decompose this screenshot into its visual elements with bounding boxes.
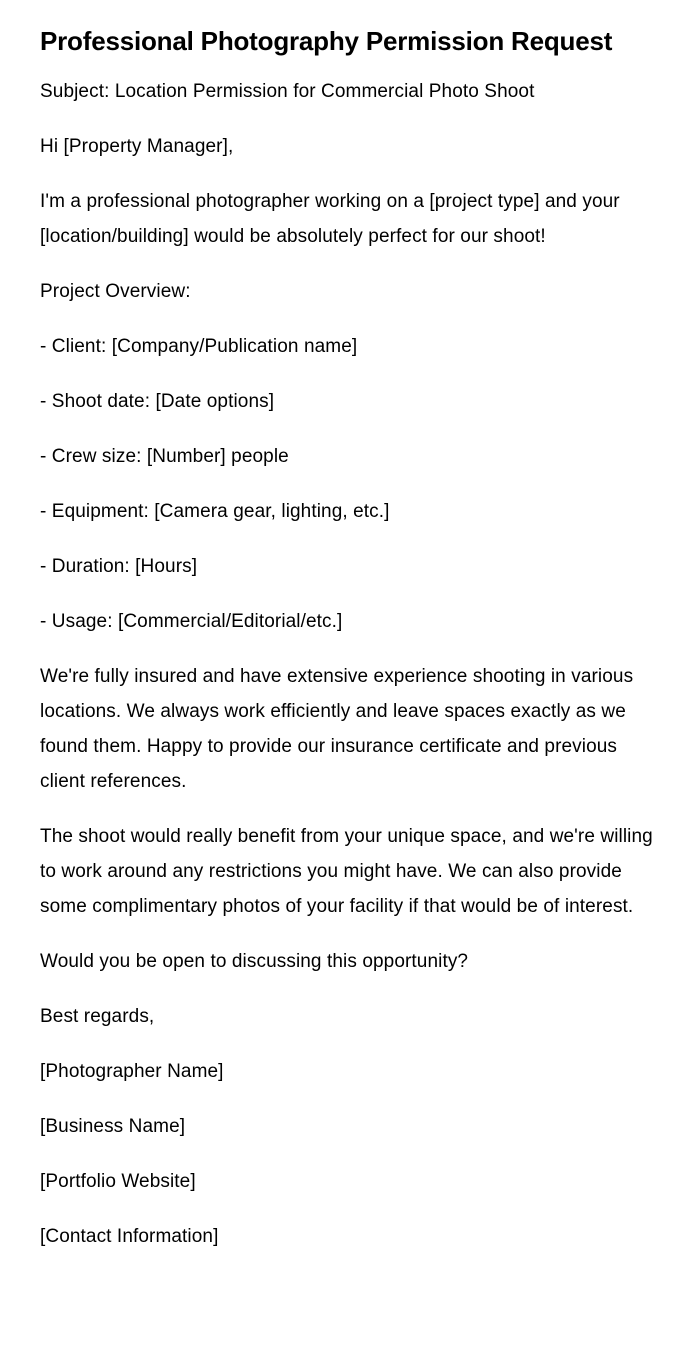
business-name: [Business Name] xyxy=(40,1116,186,1137)
overview-item-equipment: - Equipment: [Camera gear, lighting, etc.] xyxy=(40,501,390,522)
overview-item-crew-size: - Crew size: [Number] people xyxy=(40,446,289,467)
subject-line: Subject: Location Permission for Commercial Photo Shoot xyxy=(40,81,535,102)
project-overview-heading: Project Overview: xyxy=(40,281,191,302)
contact-information: [Contact Information] xyxy=(40,1226,219,1247)
overview-item-shoot-date: - Shoot date: [Date options] xyxy=(40,391,275,412)
overview-item-duration: - Duration: [Hours] xyxy=(40,556,198,577)
intro-paragraph: I'm a professional photographer working on a [project type] and your [location/building] would be absolutely perfect for our shoot! xyxy=(40,191,620,247)
overview-item-usage: - Usage: [Commercial/Editorial/etc.] xyxy=(40,611,343,632)
portfolio-website: [Portfolio Website] xyxy=(40,1171,196,1192)
closing-question: Would you be open to discussing this opportunity? xyxy=(40,951,469,972)
closing-salutation: Best regards, xyxy=(40,1006,155,1027)
signature-block xyxy=(40,1054,660,1254)
document-title: Professional Photography Permission Request xyxy=(40,26,613,56)
benefit-paragraph: The shoot would really benefit from your unique space, and we're willing to work around any restrictions you might have. We can also provide some complimentary photos of your facility if that would be of interest. xyxy=(40,826,653,917)
photographer-name: [Photographer Name] xyxy=(40,1061,224,1082)
insurance-paragraph: We're fully insured and have extensive experience shooting in various locations. We always work efficiently and leave spaces exactly as we found them. Happy to provide our insurance certificate and previous client references. xyxy=(40,666,634,792)
project-overview-list xyxy=(40,329,660,639)
greeting: Hi [Property Manager], xyxy=(40,136,234,157)
overview-item-client: - Client: [Company/Publication name] xyxy=(40,336,358,357)
